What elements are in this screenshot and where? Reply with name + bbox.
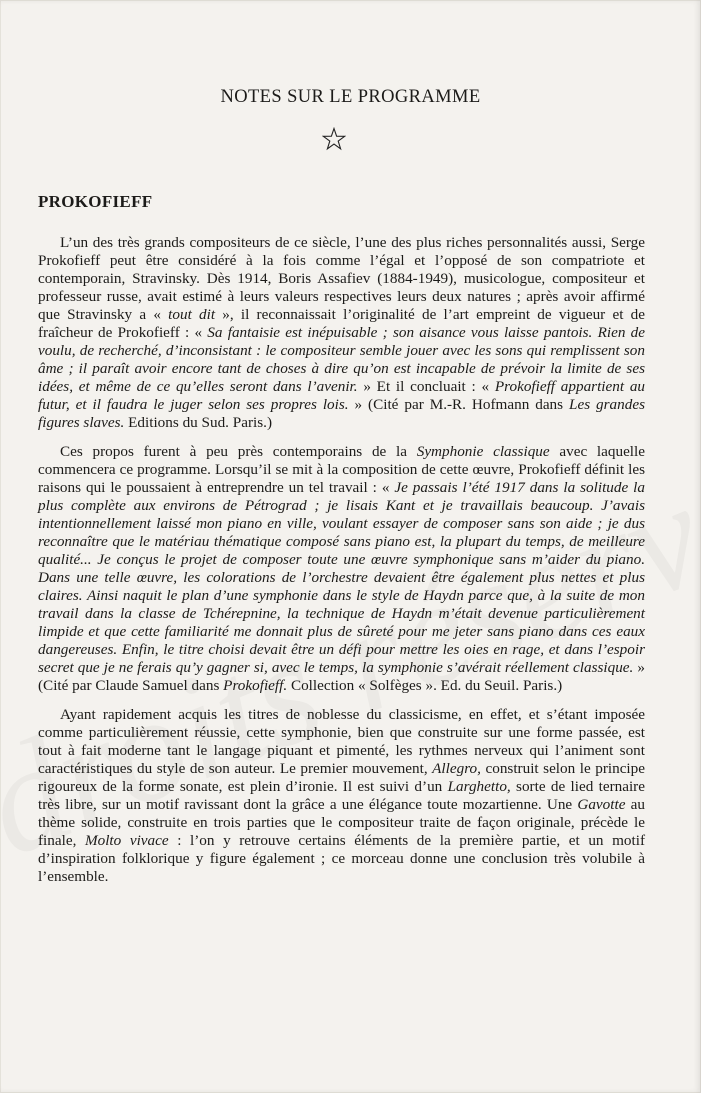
italic-text-run: Je passais l’été 1917 dans la solitude la plus complète aux environs de Pétrograd ; je lisais Kant et je travaillais beaucoup. J’avais intentionnellement laissé mon piano en ville, voulant essayer de composer sans son aide ; je dus reconnaître que le matériau thématique composé sans piano est, la plupart du temps, de meilleure qualité... Je conçus le projet de composer toute une œuvre symphonique sans m’aider du piano. Dans une telle œuvre, les colorations de l’orchestre devaient être également plus nettes et plus claires. Ainsi naquit le plan d’une symphonie dans le style de Haydn parce que, à la suite de mon travail dans la classe de Tchérepnine, la technique de Haydn m’était devenue particulièrement limpide et que cette familiarité me donnait plus de sûreté pour me jeter sans piano dans ces eaux dangereuses. Enfin, le titre choisi devait être un défi pour mettre les oies en rage, et dans l’espoir secret que je ne ferais qu’y gagner si, avec le temps, la symphonie s’avérait réellement classique. — [38, 479, 645, 676]
text-run: Editions du Sud. Paris.) — [124, 414, 273, 431]
text-run: L’un des très grands compositeurs de ce siècle, l’une des plus riches personnalités aussi, Serge Prokofieff peut être considéré à la fois comme l’égal et l’opposé de son compatriote et contemporain, Stravinsky. Dès 1914, Boris Assafiev (1884-1949), musicologue, compositeur et professeur russe, avait estimé à leurs valeurs respectives leurs deux natures ; après avoir affirmé que Stravinsky a « — [38, 234, 645, 323]
italic-text-run: Allegro, — [432, 760, 481, 777]
italic-text-run: Larghetto, — [447, 778, 511, 795]
article-body — [38, 234, 645, 886]
text-run: » Et il concluait : « — [357, 378, 495, 395]
section-heading: PROKOFIEFF — [38, 192, 153, 211]
text-run: construit selon le principe rigoureux de la forme sonate, est plein d’ironie. Il est suivi d’un — [38, 760, 645, 795]
page-title: NOTES SUR LE PROGRAMME — [220, 87, 481, 107]
italic-text-run: Symphonie classique — [416, 443, 550, 460]
italic-text-run: Prokofieff appartient au futur, et il faudra le juger selon ses propres lois. — [38, 378, 646, 413]
text-run: » (Cité par M.-R. Hofmann dans — [348, 396, 570, 413]
text-run: : l’on y retrouve certains éléments de la première partie, et un motif d’inspiration folklorique y figure également ; ce morceau donne une conclusion très volubile à l’ensemble. — [38, 832, 646, 885]
italic-text-run: Les grandes figures slaves. — [38, 396, 645, 431]
paragraph — [38, 706, 645, 886]
text-run: au thème solide, construite en trois parties que le compositeur traite de façon originale, précède le finale, — [38, 796, 645, 849]
paragraph — [38, 443, 645, 695]
paragraph — [38, 234, 645, 432]
italic-text-run: tout dit — [168, 306, 216, 323]
text-run: sorte de lied ternaire très libre, sur un motif ravissant dont la grâce a une élégance toute mozartienne. Une — [38, 778, 645, 813]
italic-text-run: Molto vivace — [84, 832, 169, 849]
text-run: Ayant rapidement acquis les titres de noblesse du classicisme, en effet, et s’étant imposée comme particulièrement réussie, cette symphonie, bien que construite sur une forme passée, est tout à fait moderne tant le langage piquant et pimenté, les rythmes nerveux qui l’animent sont caractéristiques du style de son auteur. Le premier mouvement, — [38, 706, 645, 777]
star-ornament-icon — [322, 127, 346, 151]
text-run: avec laquelle commencera ce programme. Lorsqu’il se mit à la composition de cette œuvre, Prokofieff définit les raisons qui le poussaient à entreprendre un tel travail : « — [38, 443, 645, 496]
italic-text-run: Prokofieff. — [223, 677, 288, 694]
text-run: » (Cité par Claude Samuel dans — [38, 659, 646, 694]
text-run: Collection « Solfèges ». Ed. du Seuil. Paris.) — [287, 677, 563, 694]
italic-text-run: Sa fantaisie est inépuisable ; son aisance vous laisse pantois. Rien de voulu, de recherché, d’inconsistant : le compositeur semble jouer avec les sons qui remplissent son âme ; il paraît avoir encore tant de choses à dire qu’on est incapable de prévoir la limite de ses idées, et même de ce qu’elles seront dans l’avenir. — [38, 324, 645, 395]
text-run: », il reconnaissait l’originalité de l’art empreint de vigueur et de fraîcheur de Prokofieff : « — [38, 306, 645, 341]
italic-text-run: Gavotte — [577, 796, 626, 813]
text-run: Ces propos furent à peu près contemporains de la — [60, 443, 417, 460]
